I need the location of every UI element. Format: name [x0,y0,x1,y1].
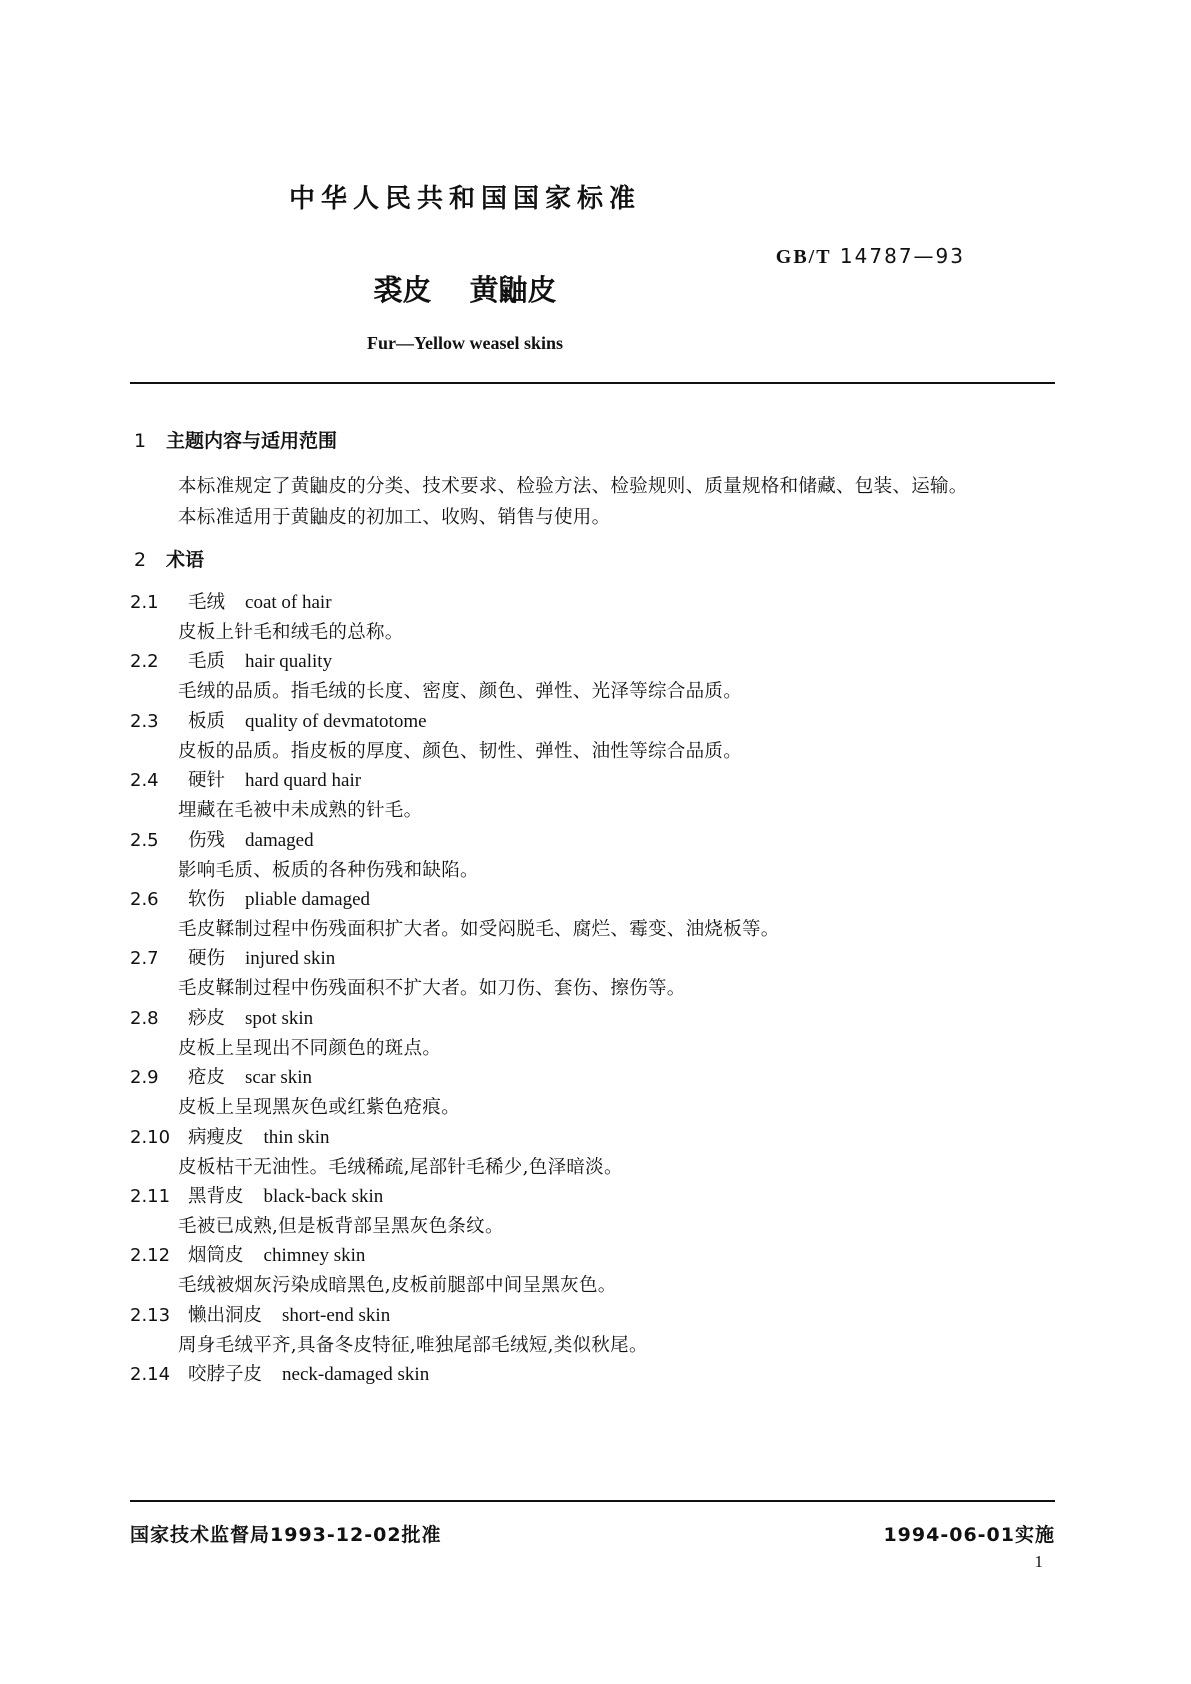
term-definition: 毛皮鞣制过程中伤残面积不扩大者。如刀伤、套伤、擦伤等。 [178,978,686,1000]
term-number: 2.10 [130,1126,171,1148]
term-definition: 皮板枯干无油性。毛绒稀疏,尾部针毛稀少,色泽暗淡。 [178,1156,623,1178]
term-english: damaged [245,829,314,851]
term-definition: 周身毛绒平齐,具备冬皮特征,唯独尾部毛绒短,类似秋尾。 [178,1334,648,1356]
title-part1: 裘皮 [373,273,432,307]
term-entry [130,944,335,970]
term-number: 2.8 [130,1007,159,1029]
term-english: quality of devmatotome [245,710,427,732]
term-entry [130,1123,330,1149]
term-english: short-end skin [282,1304,391,1326]
term-english: pliable damaged [245,889,371,910]
national-standard-heading: 中华人民共和国国家标准 [288,184,641,214]
term-english: thin skin [263,1126,330,1148]
term-definition: 毛被已成熟,但是板背部呈黑灰色条纹。 [178,1216,504,1237]
term-number: 2.1 [130,592,159,613]
header-divider [130,382,1055,384]
section-1-number: 1 [134,430,147,452]
section-2-number: 2 [134,549,147,571]
term-chinese: 硬伤 [188,948,226,970]
term-english: injured skin [245,948,336,970]
approval-info: 国家技术监督局1993-12-02批准 [130,1524,442,1546]
section-1-heading [134,426,337,453]
standard-code [776,244,965,269]
term-chinese: 懒出洞皮 [188,1304,263,1326]
standard-code-number: 14787—93 [839,244,965,268]
term-chinese: 疮皮 [188,1067,226,1089]
section-1-paragraph: 本标准适用于黄鼬皮的初加工、收购、销售与使用。 [178,507,611,528]
term-number: 2.6 [130,889,159,910]
section-2-heading [134,545,204,572]
term-definition: 皮板上呈现黑灰色或红紫色疮痕。 [178,1097,461,1119]
implementation-date: 1994-06-01实施 [883,1524,1055,1546]
term-chinese: 软伤 [188,889,226,910]
term-number: 2.12 [130,1245,171,1267]
term-english: coat of hair [245,592,332,613]
term-chinese: 病瘦皮 [188,1126,244,1148]
term-definition: 皮板上呈现出不同颜色的斑点。 [178,1037,442,1059]
term-chinese: 板质 [188,710,226,732]
term-entry [130,885,370,911]
term-entry [130,1301,390,1327]
section-2-title: 术语 [166,549,205,571]
term-english: spot skin [245,1007,314,1029]
term-english: neck-damaged skin [282,1364,430,1386]
term-chinese: 硬针 [188,770,226,792]
term-chinese: 毛质 [188,651,226,673]
term-entry [130,707,427,733]
term-number: 2.13 [130,1304,171,1326]
standard-code-prefix: GB/T [775,246,832,268]
term-english: scar skin [245,1067,313,1089]
term-definition: 皮板的品质。指皮板的厚度、颜色、韧性、弹性、油性等综合品质。 [178,740,743,762]
term-number: 2.11 [130,1186,171,1207]
term-english: chimney skin [263,1245,366,1267]
term-entry [130,1004,313,1030]
term-number: 2.7 [130,948,159,970]
document-title-en: Fur—Yellow weasel skins [366,333,563,353]
term-definition: 毛皮鞣制过程中伤残面积扩大者。如受闷脱毛、腐烂、霉变、油烧板等。 [178,919,780,940]
term-definition: 毛绒被烟灰污染成暗黑色,皮板前腿部中间呈黑灰色。 [178,1275,617,1297]
term-entry [130,826,314,852]
term-chinese: 伤残 [188,829,226,851]
footer-divider [130,1500,1055,1502]
term-chinese: 痧皮 [188,1007,226,1029]
term-definition: 皮板上针毛和绒毛的总称。 [178,622,404,643]
term-number: 2.9 [130,1067,159,1089]
term-english: hard quard hair [245,770,362,792]
term-chinese: 黑背皮 [188,1186,244,1207]
document-title [0,268,930,309]
page-number: 1 [1034,1552,1043,1571]
term-entry [130,1360,429,1386]
term-entry [130,647,332,673]
term-definition: 影响毛质、板质的各种伤残和缺陷。 [178,859,479,881]
term-number: 2.2 [130,651,159,673]
term-chinese: 咬脖子皮 [188,1364,263,1386]
title-part2: 黄鼬皮 [469,273,557,307]
section-1-paragraph: 本标准规定了黄鼬皮的分类、技术要求、检验方法、检验规则、质量规格和储藏、包装、运输。 [178,476,968,497]
term-chinese: 烟筒皮 [188,1245,244,1267]
term-chinese: 毛绒 [188,592,226,613]
term-english: black-back skin [263,1186,384,1207]
term-number: 2.5 [130,829,159,851]
term-number: 2.4 [130,770,159,792]
term-number: 2.3 [130,710,159,732]
term-entry [130,766,361,792]
term-definition: 毛绒的品质。指毛绒的长度、密度、颜色、弹性、光泽等综合品质。 [178,681,743,703]
section-1-title: 主题内容与适用范围 [166,430,338,452]
term-entry [130,1063,312,1089]
term-english: hair quality [245,651,333,673]
term-entry [130,1182,383,1208]
term-entry [130,588,332,614]
term-number: 2.14 [130,1364,171,1386]
term-entry [130,1241,365,1267]
term-definition: 埋藏在毛被中未成熟的针毛。 [178,800,423,822]
